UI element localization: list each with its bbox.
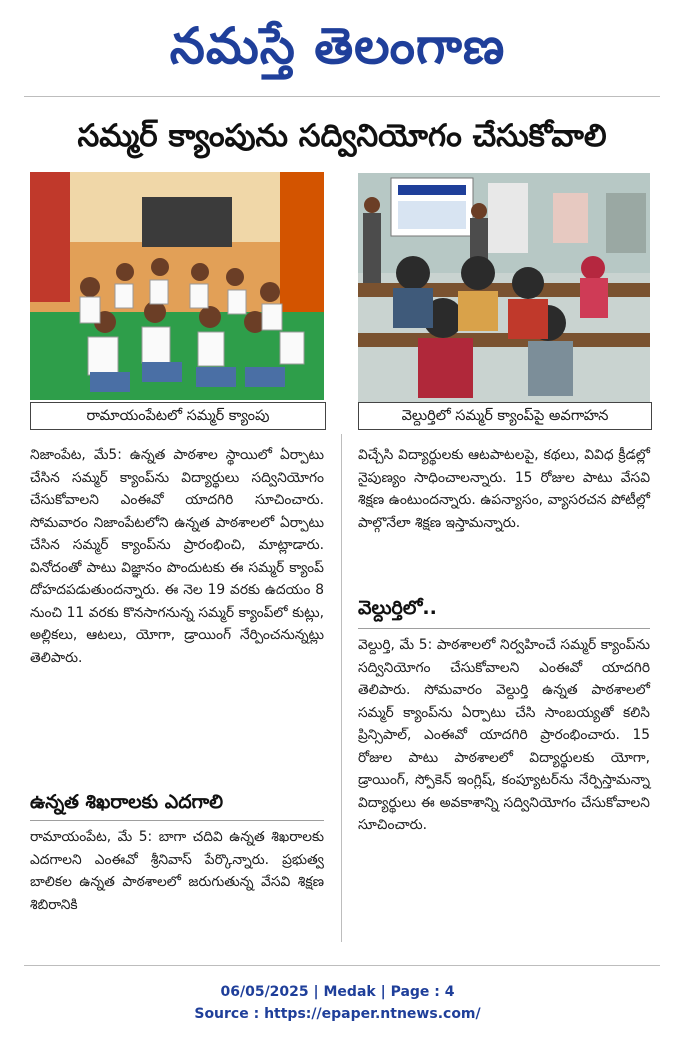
right-paragraph-1: విచ్చేసి విద్యార్థులకు ఆటపాటలపై, కథలు, వివిధ క్రీడల్లో నైపుణ్యం సాధించాలన్నారు. 15 రోజుల పాటు వేసవి శిక్షణ ఉంటుందన్నారు. ఉపన్యాసం, వ్యాసరచన పోటీల్లో పాల్గొనేలా శిక్షణ ఇస్తామన్నారు. [358,447,650,531]
newspaper-masthead: నమస్తే తెలంగాణ [169,16,506,75]
column-divider [341,434,342,942]
footer-date-edition: 06/05/2025 | Medak | Page : 4 [220,984,455,1000]
photo-caption-right: వెల్దుర్తిలో సమ్మర్ క్యాంప్‌పై అవగాహన [358,402,652,430]
right-paragraph-2: వెల్దుర్తి, మే 5: పాఠశాలలో నిర్వహించే సమ్మర్ క్యాంప్‌ను సద్వినియోగం చేసుకోవాలని ఎంఈవో యాదగిరి తెలిపారు. సోమవారం వెల్దుర్తి ఉన్నత పాఠశాలలో సమ్మర్ క్యాంప్‌ను ఏర్పాటు చేసి సాంబయ్యతో కలిసి ప్రిన్సిపాల్, ఎంఈవో యాదగిరి ప్రారంభించారు. 15 రోజుల పాటు పాఠశాలలో విద్యార్థులకు యోగా, డ్రాయింగ్, స్పోకెన్ ఇంగ్లిష్, కంప్యూటర్‌ను నేర్పిస్తామన్నా విద్యార్థులు ఈ అవకాశాన్ని సద్వినియోగం చేసుకోవాలని సూచించారు. [358,637,650,833]
left-paragraph-2: రామాయంపేట, మే 5: బాగా చదివి ఉన్నత శిఖరాలకు ఎదగాలని ఎంఈవో శ్రీనివాస్ పేర్కొన్నారు. ప్రభుత్వ బాలికల ఉన్నత పాఠశాలలో జరుగుతున్న వేసవి శిక్షణ శిబిరానికి [30,829,324,913]
photo-caption-left: రామాయంపేటలో సమ్మర్ క్యాంపు [30,402,326,430]
right-subheading-rule [358,628,650,629]
classroom-photo-left [30,172,324,400]
photo-summer-camp-veldurthi [358,173,650,402]
footer-source: Source : https://epaper.ntnews.com/ [194,1006,481,1022]
article-headline: సమ్మర్ క్యాంపును సద్వినియోగం చేసుకోవాలి [77,118,607,154]
left-subheading: ఉన్నత శిఖరాలకు ఎదగాలి [30,791,224,813]
classroom-photo-right [358,173,650,402]
photo-summer-camp-ramayampet [30,172,324,400]
left-paragraph-1: నిజాంపేట, మే5: ఉన్నత పాఠశాల స్థాయిలో ఏర్పాటు చేసిన సమ్మర్ క్యాంప్‌ను విద్యార్థులు సద్వినియోగం చేసుకోవాలని ఎంఈవో యాదగిరి సూచించారు. సోమవారం నిజాంపేటలోని ఉన్నత పాఠశాలలో ఏర్పాటు చేసిన సమ్మర్ క్యాంప్‌ను ప్రారంభించి, మాట్లాడారు. వినోదంతో పాటు విజ్ఞానం పొందుటకు ఈ సమ్మర్ క్యాంప్ దోహదపడుతుందన్నారు. ఈ నెల 19 వరకు ఉదయం 8 నుంచి 11 వరకు కొనసాగనున్న సమ్మర్ క్యాంప్‌లో కుట్లు, అల్లికలు, ఆటలు, యోగా, డ్రాయింగ్ నేర్పించనున్నట్లు తెలిపారు. [30,447,324,666]
right-subheading: వెల్దుర్తిలో.. [358,597,437,619]
left-subheading-rule [30,820,324,821]
